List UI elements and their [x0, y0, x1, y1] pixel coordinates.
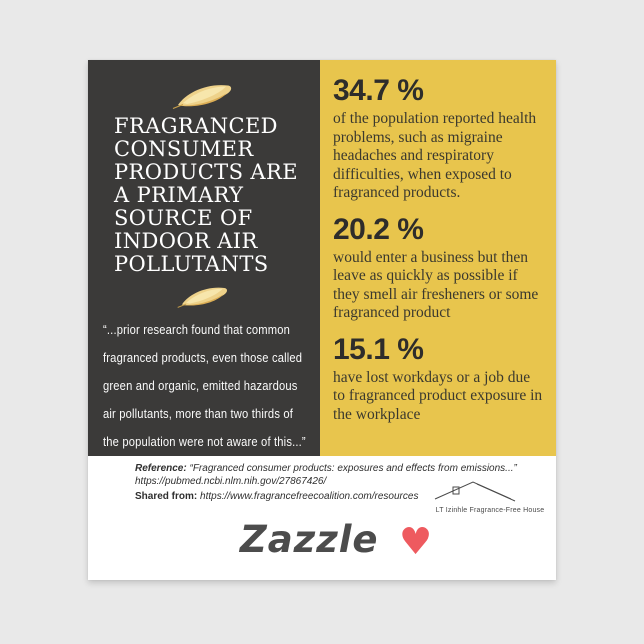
poster-title-line: SOURCE OF	[114, 206, 253, 230]
research-quote-line: green and organic, emitted hazardous	[103, 378, 298, 393]
reference-title: “Fragranced consumer products: exposures and effects from emissions...”	[189, 463, 517, 474]
stat-leave-business	[333, 213, 546, 323]
research-quote-line: “...prior research found that common	[103, 322, 291, 337]
stat-value: 15.1 %	[333, 332, 424, 366]
reference-url: https://pubmed.ncbi.nlm.nih.gov/27867426/	[135, 475, 327, 487]
poster-title-line: FRAGRANCED	[114, 114, 278, 138]
research-quote-line: fragranced products, even those called	[103, 350, 303, 365]
fragrance-free-house-logo	[430, 478, 550, 514]
poster-title-line: POLLUTANTS	[114, 252, 269, 276]
shared-from-url: https://www.fragrancefreecoalition.com/resources	[200, 491, 419, 502]
zazzle-branding	[102, 518, 570, 561]
shared-from-label: Shared from:	[135, 491, 198, 502]
poster-title-line: INDOOR AIR	[114, 229, 258, 253]
reference-line	[135, 463, 517, 476]
stat-description: have lost workdays or a job due to fragranced product exposure in the workplace	[333, 368, 543, 423]
poster-title-line: A PRIMARY	[114, 183, 244, 207]
stat-description: would enter a business but then leave as quickly as possible if they smell air fresheners or some fragranced product	[333, 248, 539, 321]
stat-value: 34.7 %	[333, 74, 424, 107]
zazzle-wordmark: Zazzle	[239, 518, 379, 561]
stat-health-problems	[333, 74, 546, 203]
stat-description: of the population reported health problems, such as migraine headaches and respiratory difficulties, when exposed to fragranced products.	[333, 110, 537, 201]
research-quote	[103, 316, 320, 456]
research-quote-line: air pollutants, more than two thirds of	[103, 406, 294, 421]
stat-lost-workdays	[333, 333, 546, 425]
feather-icon	[171, 80, 237, 110]
heart-icon: ♥	[398, 520, 433, 563]
infographic-card	[88, 60, 556, 580]
poster-title-line: CONSUMER	[114, 137, 254, 161]
logo-text: LT Izinhle Fragrance-Free House	[435, 507, 545, 514]
card-footer	[88, 456, 556, 580]
house-roof-icon	[431, 478, 549, 502]
poster-title	[114, 115, 320, 276]
feather-icon	[176, 283, 232, 309]
research-quote-line: the population were not aware of this...”	[103, 434, 306, 449]
title-panel	[88, 60, 320, 456]
poster-title-line: PRODUCTS ARE	[114, 160, 298, 184]
statistics-panel	[320, 60, 556, 456]
reference-label: Reference:	[135, 463, 187, 474]
stat-value: 20.2 %	[333, 212, 424, 246]
